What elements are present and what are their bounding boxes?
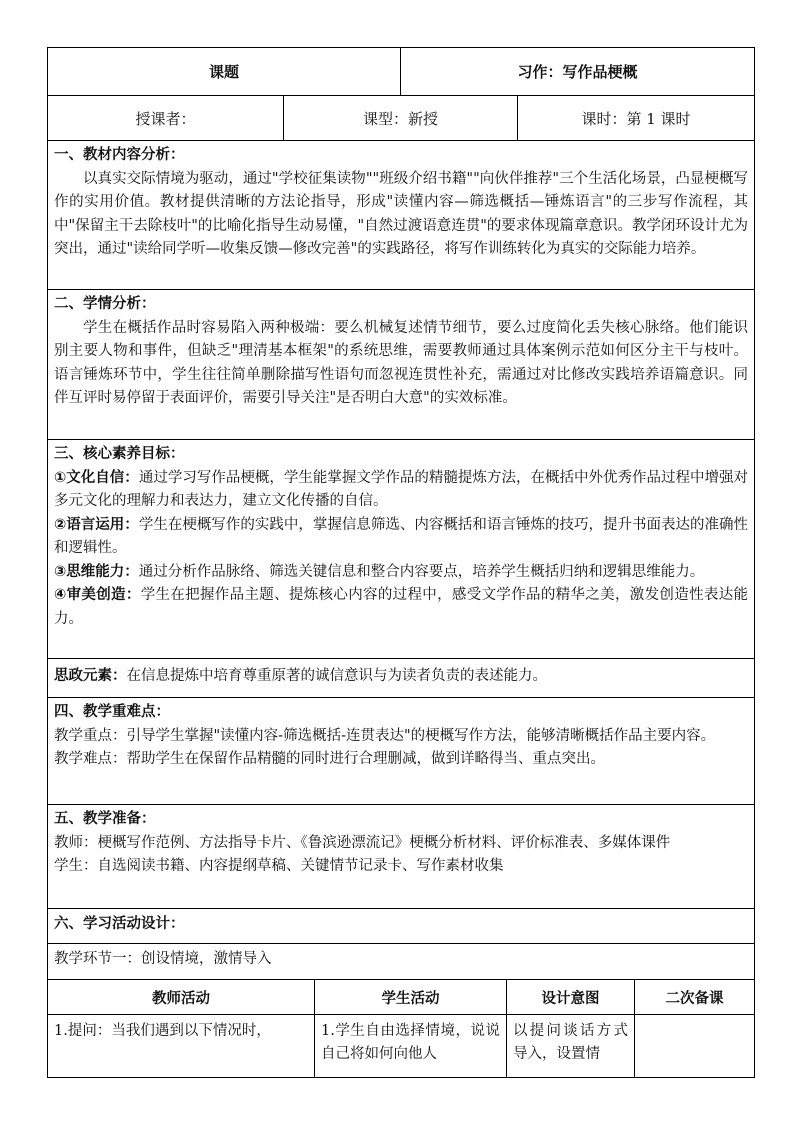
- activities-section: [48, 909, 755, 944]
- students-section: [48, 290, 755, 440]
- stage-row: [48, 944, 755, 980]
- teacher-label: 授课者：: [48, 96, 284, 141]
- goal-item: [54, 467, 748, 514]
- goal-label: ①文化自信：: [54, 469, 139, 486]
- col-design-intent: 设计意图: [507, 980, 635, 1015]
- goal-text: 通过分析作品脉络、筛选关键信息和整合内容要点，培养学生概括归纳和逻辑思维能力。: [138, 563, 705, 580]
- col-second-prep: 二次备课: [635, 980, 755, 1015]
- preparation-teacher: 教师：梗概写作范例、方法指导卡片、《鲁滨逊漂流记》梗概分析材料、评价标准表、多媒体课件: [54, 834, 671, 851]
- activities-title: 六、学习活动设计：: [54, 915, 185, 932]
- keypoints-title: 四、教学重难点：: [54, 704, 170, 720]
- students-text: 学生在概括作品时容易陷入两种极端：要么机械复述情节细节，要么过度简化丢失核心脉络。他们能识别主要人物和事件，但缺乏"理清基本框架"的系统思维，需要教师通过具体案例示范如何区分主干与枝叶。语言锤炼环节中，学生往往简单删除描写性语句而忽视连贯性补充，需通过对比修改实践培养语篇意识。同伴互评时易停留于表面评价，需要引导关注"是否明白大意"的实效标准。: [54, 319, 749, 406]
- student-activity-cell: 1.学生自由选择情境，说说自己将如何向他人: [315, 1015, 507, 1078]
- lesson-title: 习作：写作品梗概: [401, 48, 755, 96]
- col-student-activity: 学生活动: [315, 980, 507, 1015]
- lesson-type: 课型：新授: [284, 96, 518, 141]
- goal-label: ④审美创造：: [54, 587, 141, 603]
- goal-text: 通过学习写作品梗概，学生能掌握文学作品的精髓提炼方法，在概括中外优秀作品过程中增强对多元文化的理解力和表达力，建立文化传播的自信。: [54, 469, 749, 509]
- col-teacher-activity: 教师活动: [48, 980, 315, 1015]
- keypoints-difficulty: 教学难点：帮助学生在保留作品精髓的同时进行合理删减，做到详略得当、重点突出。: [54, 751, 605, 767]
- preparation-student: 学生：自选阅读书籍、内容提纲草稿、关键情节记录卡、写作素材收集: [54, 858, 504, 874]
- activity-table: [47, 979, 755, 1078]
- teacher-activity-cell: 1.提问：当我们遇到以下情况时，: [48, 1015, 315, 1078]
- materials-section: [48, 141, 755, 290]
- keypoints-focus: 教学重点：引导学生掌握"读懂内容-筛选概括-连贯表达"的梗概写作方法，能够清晰概括作品主要内容。: [54, 727, 716, 744]
- design-intent-cell: 以提问谈话方式导入，设置情: [507, 1015, 635, 1078]
- lesson-plan-page: [47, 47, 754, 1078]
- preparation-title: 五、教学准备：: [54, 811, 156, 827]
- students-title: 二、学情分析：: [54, 296, 156, 312]
- lesson-label: 课题: [48, 48, 401, 96]
- goal-item: [54, 584, 748, 631]
- goal-item: [54, 561, 748, 585]
- second-prep-cell: [635, 1015, 755, 1078]
- stage-title: 教学环节一：创设情境，激情导入: [54, 951, 272, 968]
- goals-section: [48, 440, 755, 659]
- ideology-label: 思政元素：: [54, 667, 127, 684]
- materials-title: 一、教材内容分析：: [54, 147, 185, 163]
- ideology-section: [48, 659, 755, 698]
- goal-text: 学生在梗概写作的实践中，掌握信息筛选、内容概括和语言锤炼的技巧，提升书面表达的准确性和逻辑性。: [54, 516, 749, 556]
- goals-title: 三、核心素养目标：: [54, 446, 185, 462]
- lesson-period: 课时：第 1 课时: [518, 96, 755, 141]
- ideology-text: 在信息提炼中培育尊重原著的诚信意识与为读者负责的表述能力。: [126, 667, 547, 684]
- goal-item: [54, 514, 748, 561]
- keypoints-section: [48, 698, 755, 805]
- materials-text: 以真实交际情境为驱动，通过"学校征集读物""班级介绍书籍""向伙伴推荐"三个生活化场景，凸显梗概写作的实用价值。教材提供清晰的方法论指导，形成"读懂内容—筛选概括—锤炼语言"的三步写作流程，其中"保留主干去除枝叶"的比喻化指导生动易懂，"自然过渡语意连贯"的要求体现篇章意识。教学闭环设计尤为突出，通过"读给同学听—收集反馈—修改完善"的实践路径，将写作训练转化为真实的交际能力培养。: [54, 170, 749, 257]
- lesson-plan-table: [47, 47, 755, 980]
- goal-text: 学生在把握作品主题、提炼核心内容的过程中，感受文学作品的精华之美，激发创造性表达能力。: [54, 587, 749, 627]
- goal-label: ③思维能力：: [54, 563, 139, 580]
- goal-label: ②语言运用：: [54, 516, 139, 533]
- preparation-section: [48, 805, 755, 909]
